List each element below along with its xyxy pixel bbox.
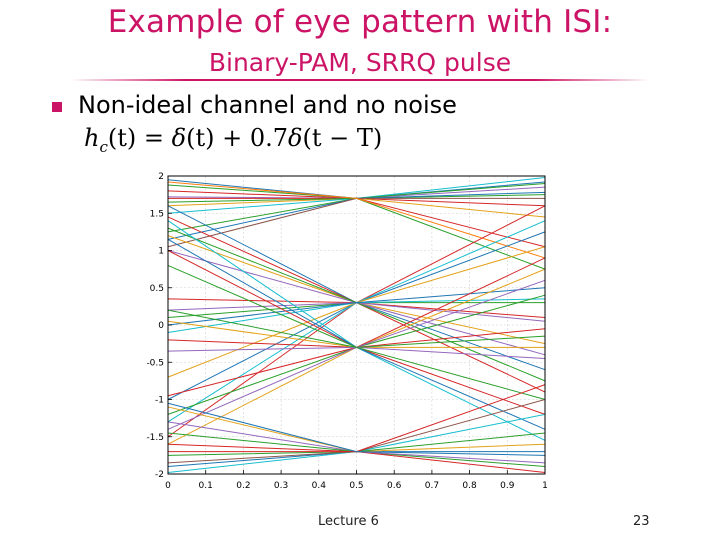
formula-lhs-arg: (t) [107,124,137,152]
y-tick-label: 0 [158,321,164,331]
formula-delta-1: δ [171,124,187,152]
page-number: 23 [633,514,650,529]
y-tick-label: -0.5 [146,358,164,369]
y-tick-label: 1.5 [149,209,164,220]
channel-formula [84,124,382,156]
slide-title: Example of eye pattern with ISI: [107,4,613,40]
y-tick-label: -1.5 [146,432,164,443]
formula-delta-2-arg: (t − T) [302,124,383,152]
y-tick-label: -1 [155,395,164,406]
formula-plus: + [214,124,250,152]
formula-coefficient: 0.7 [249,124,288,152]
formula-lhs-subscript: c [99,137,108,156]
formula-delta-1-arg: (t) [186,124,215,152]
x-tick-label: 1 [542,481,548,491]
y-tick-label: -2 [155,470,164,480]
x-tick-label: 0.3 [273,481,289,491]
eye-pattern-chart [138,166,558,496]
formula-lhs: h [84,124,100,152]
square-bullet-icon [52,102,62,112]
x-tick-label: 0.9 [500,481,515,491]
y-tick-label: 1 [158,246,164,257]
bullet-text: Non-ideal channel and no noise [78,91,457,119]
x-tick-label: 0 [165,481,171,491]
x-tick-label: 0.8 [462,481,477,491]
x-tick-label: 0.6 [387,481,402,491]
x-tick-label: 0.7 [424,481,440,491]
formula-equals: = [136,124,172,152]
x-tick-label: 0.1 [198,481,213,491]
x-tick-label: 0.5 [349,481,364,491]
title-divider [70,79,650,81]
footer-lecture: Lecture 6 [318,514,379,529]
x-tick-label: 0.4 [311,481,326,491]
slide-subtitle: Binary-PAM, SRRQ pulse [208,48,512,77]
formula-delta-2: δ [288,124,303,152]
y-tick-label: 2 [158,172,164,182]
y-tick-label: 0.5 [149,283,164,294]
x-tick-label: 0.2 [236,481,251,491]
